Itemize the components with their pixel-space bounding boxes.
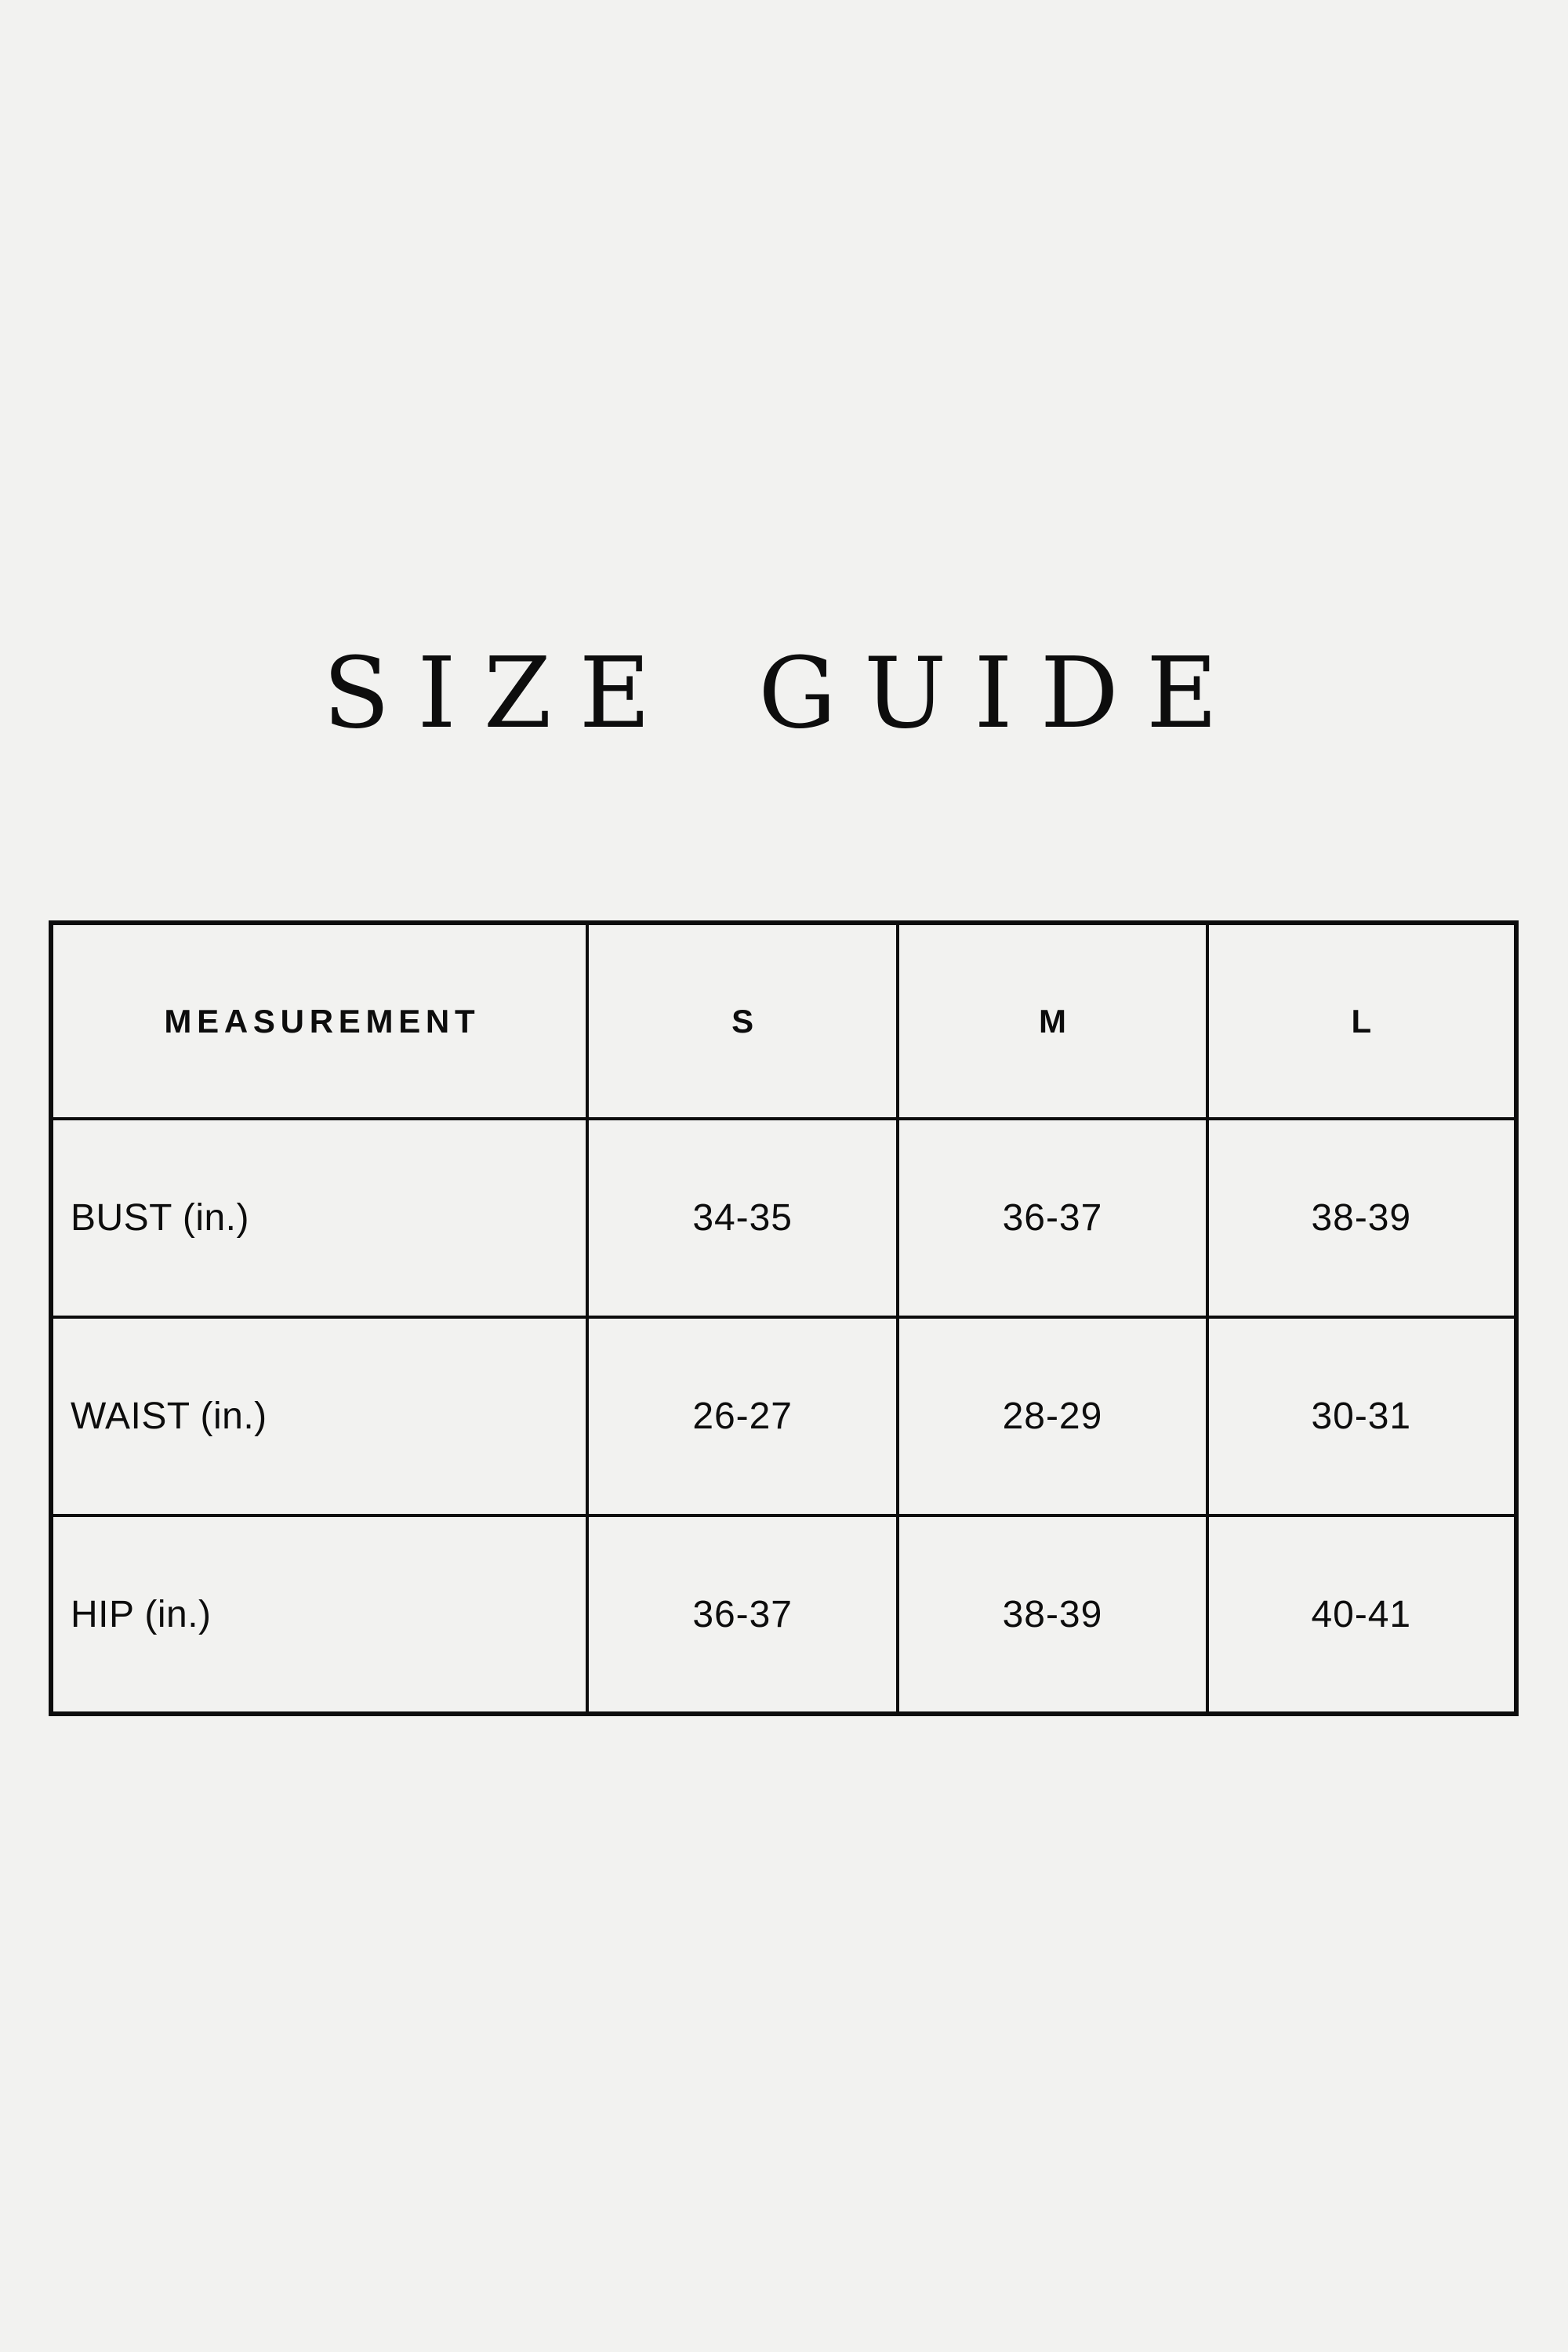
cell-waist-l: 30-31 [1207, 1317, 1516, 1515]
column-header-size-s: S [587, 923, 898, 1119]
cell-waist-s: 26-27 [587, 1317, 898, 1515]
column-header-size-l: L [1207, 923, 1516, 1119]
table-row-bust [51, 1119, 1516, 1317]
cell-bust-s: 34-35 [587, 1119, 898, 1317]
row-label-waist: WAIST (in.) [51, 1317, 587, 1515]
cell-bust-l: 38-39 [1207, 1119, 1516, 1317]
cell-hip-l: 40-41 [1207, 1515, 1516, 1714]
row-label-bust: BUST (in.) [51, 1119, 587, 1317]
row-label-hip: HIP (in.) [51, 1515, 587, 1714]
cell-bust-m: 36-37 [898, 1119, 1207, 1317]
column-header-measurement: MEASUREMENT [51, 923, 587, 1119]
cell-hip-m: 38-39 [898, 1515, 1207, 1714]
column-header-size-m: M [898, 923, 1207, 1119]
cell-waist-m: 28-29 [898, 1317, 1207, 1515]
table-header-row [51, 923, 1516, 1119]
table-row-waist [51, 1317, 1516, 1515]
size-table [49, 920, 1519, 1716]
table-row-hip [51, 1515, 1516, 1714]
page-title: SIZE GUIDE [322, 637, 1246, 750]
cell-hip-s: 36-37 [587, 1515, 898, 1714]
